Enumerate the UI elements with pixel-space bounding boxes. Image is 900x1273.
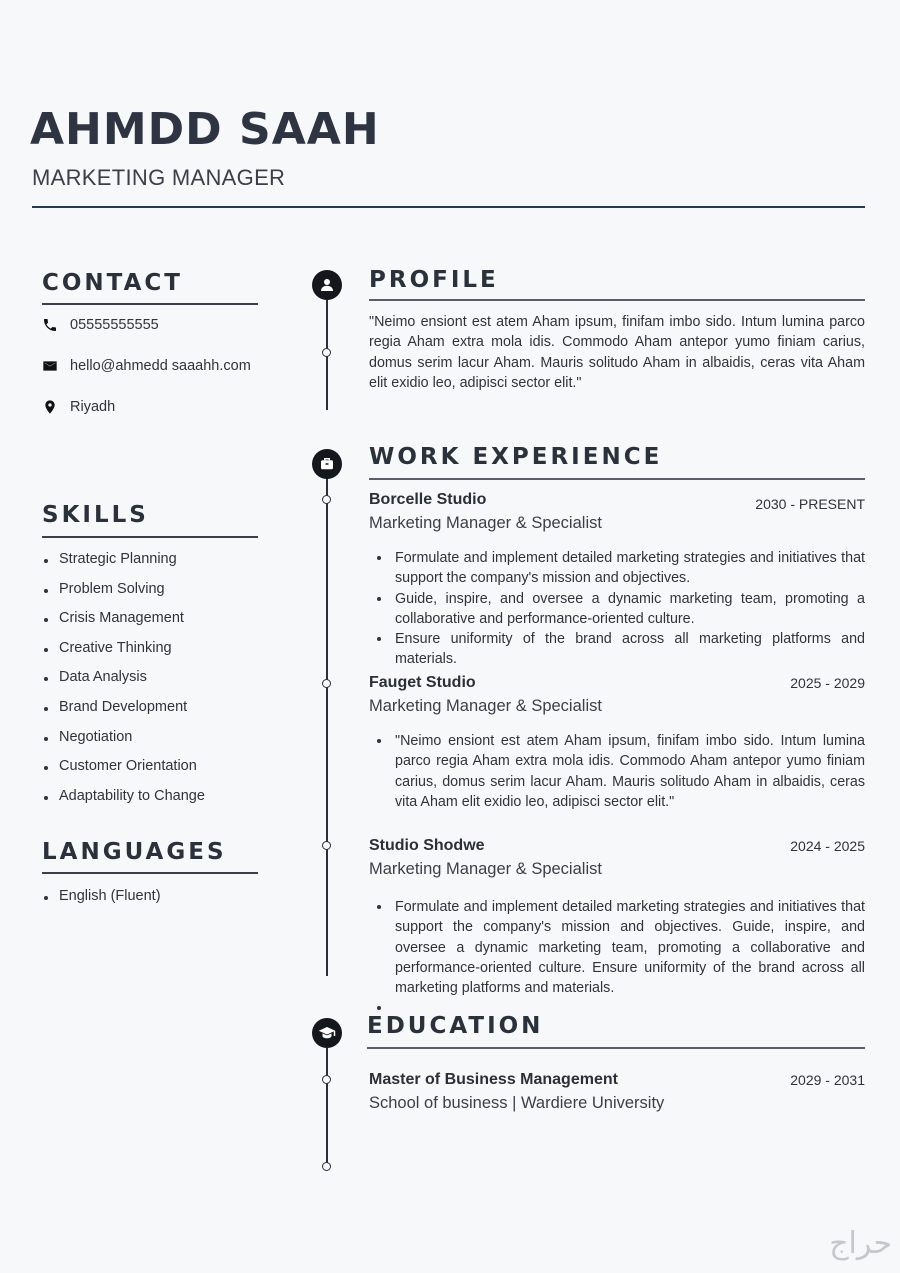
profile-divider — [369, 299, 865, 301]
timeline-dot — [322, 1075, 331, 1084]
work-section-icon — [312, 449, 342, 479]
timeline-dot — [322, 495, 331, 504]
location-pin-icon — [42, 399, 58, 415]
job-bullets — [369, 897, 865, 998]
user-icon — [318, 276, 336, 294]
work-heading: WORK EXPERIENCE — [369, 444, 663, 470]
education-heading: EDUCATION — [367, 1013, 544, 1039]
job-bullet: Formulate and implement detailed marketing strategies and initiatives that support the company's mission and objectives. Guide, inspire, and oversee a dynamic marketing team, promoting a collaborative and performance-oriented culture. Ensure uniformity of the brand across all marketing platforms and materials. — [369, 897, 865, 998]
job-company: Fauget Studio — [369, 674, 476, 691]
skill-item: Creative Thinking — [42, 640, 258, 670]
skill-item: Brand Development — [42, 699, 258, 729]
timeline-dot — [322, 679, 331, 688]
job-company: Borcelle Studio — [369, 491, 487, 508]
job-bullets — [369, 731, 865, 812]
degree-title: Master of Business Management — [369, 1071, 618, 1088]
languages-divider — [42, 872, 258, 874]
job-company: Studio Shodwe — [369, 837, 485, 854]
resume-name: AHMDD SAAH — [30, 104, 380, 155]
skill-item: Negotiation — [42, 729, 258, 759]
job-dates: 2025 - 2029 — [790, 675, 865, 691]
job-bullets — [369, 548, 865, 670]
skill-item: Data Analysis — [42, 669, 258, 699]
education-section-icon — [312, 1018, 342, 1048]
education-dates: 2029 - 2031 — [790, 1072, 865, 1088]
job-bullet: Ensure uniformity of the brand across all marketing platforms and materials. — [369, 629, 865, 670]
timeline-line-education — [326, 1048, 328, 1166]
languages-heading: LANGUAGES — [42, 839, 227, 865]
briefcase-icon — [318, 455, 336, 473]
phone-icon — [42, 317, 58, 333]
language-item: English (Fluent) — [42, 888, 258, 904]
job-role: Marketing Manager & Specialist — [369, 860, 602, 878]
watermark-logo: حراج — [829, 1226, 892, 1261]
job-bullet: Guide, inspire, and oversee a dynamic marketing team, promoting a collaborative and performance-oriented culture. — [369, 589, 865, 630]
skill-item: Crisis Management — [42, 610, 258, 640]
timeline-line-work — [326, 478, 328, 976]
job-title: MARKETING MANAGER — [32, 165, 286, 190]
job-bullet: Formulate and implement detailed marketing strategies and initiatives that support the company's mission and objectives. — [369, 548, 865, 589]
job-dates: 2024 - 2025 — [790, 838, 865, 854]
skills-divider — [42, 536, 258, 538]
job-bullet: "Neimo ensiont est atem Aham ipsum, finifam imbo sido. Intum lumina parco regia Aham extra mola idis. Commodo Aham antepor yumo finiam carius, domus serim lacur Aham. Mauris solitudo Aham in albaidis, ceras vita Aham elit exidio leo, adipisci sector elit." — [369, 731, 865, 812]
envelope-icon — [42, 358, 58, 374]
work-divider — [369, 478, 865, 480]
header-divider — [32, 206, 865, 208]
timeline-dot — [322, 1162, 331, 1171]
timeline-dot — [322, 348, 331, 357]
job-role: Marketing Manager & Specialist — [369, 514, 602, 532]
job-role: Marketing Manager & Specialist — [369, 697, 602, 715]
contact-heading: CONTACT — [42, 270, 183, 296]
stray-bullet — [377, 1006, 381, 1010]
school-name: School of business | Wardiere University — [369, 1094, 665, 1112]
contact-location — [42, 399, 115, 415]
phone-text: 05555555555 — [70, 317, 159, 333]
skill-item: Adaptability to Change — [42, 788, 258, 818]
contact-divider — [42, 303, 258, 305]
skills-list — [42, 551, 258, 817]
skills-heading: SKILLS — [42, 502, 149, 528]
profile-section-icon — [312, 270, 342, 300]
contact-email — [42, 358, 251, 374]
location-text: Riyadh — [70, 399, 116, 415]
job-dates: 2030 - PRESENT — [755, 496, 865, 512]
education-divider — [367, 1047, 865, 1049]
graduation-cap-icon — [318, 1024, 336, 1042]
profile-heading: PROFILE — [369, 267, 499, 293]
email-text: hello@ahmedd saaahh.com — [70, 358, 251, 374]
skill-item: Strategic Planning — [42, 551, 258, 581]
skill-item: Problem Solving — [42, 581, 258, 611]
profile-text: "Neimo ensiont est atem Aham ipsum, finifam imbo sido. Intum lumina parco regia Aham extra mola idis. Commodo Aham antepor yumo finiam carius, domus serim lacur Aham. Mauris solitudo Aham in albaidis, ceras vita Aham elit exidio leo, adipisci sector elit." — [369, 314, 865, 391]
timeline-dot — [322, 841, 331, 850]
contact-phone — [42, 317, 159, 333]
skill-item: Customer Orientation — [42, 758, 258, 788]
languages-list — [42, 888, 258, 904]
